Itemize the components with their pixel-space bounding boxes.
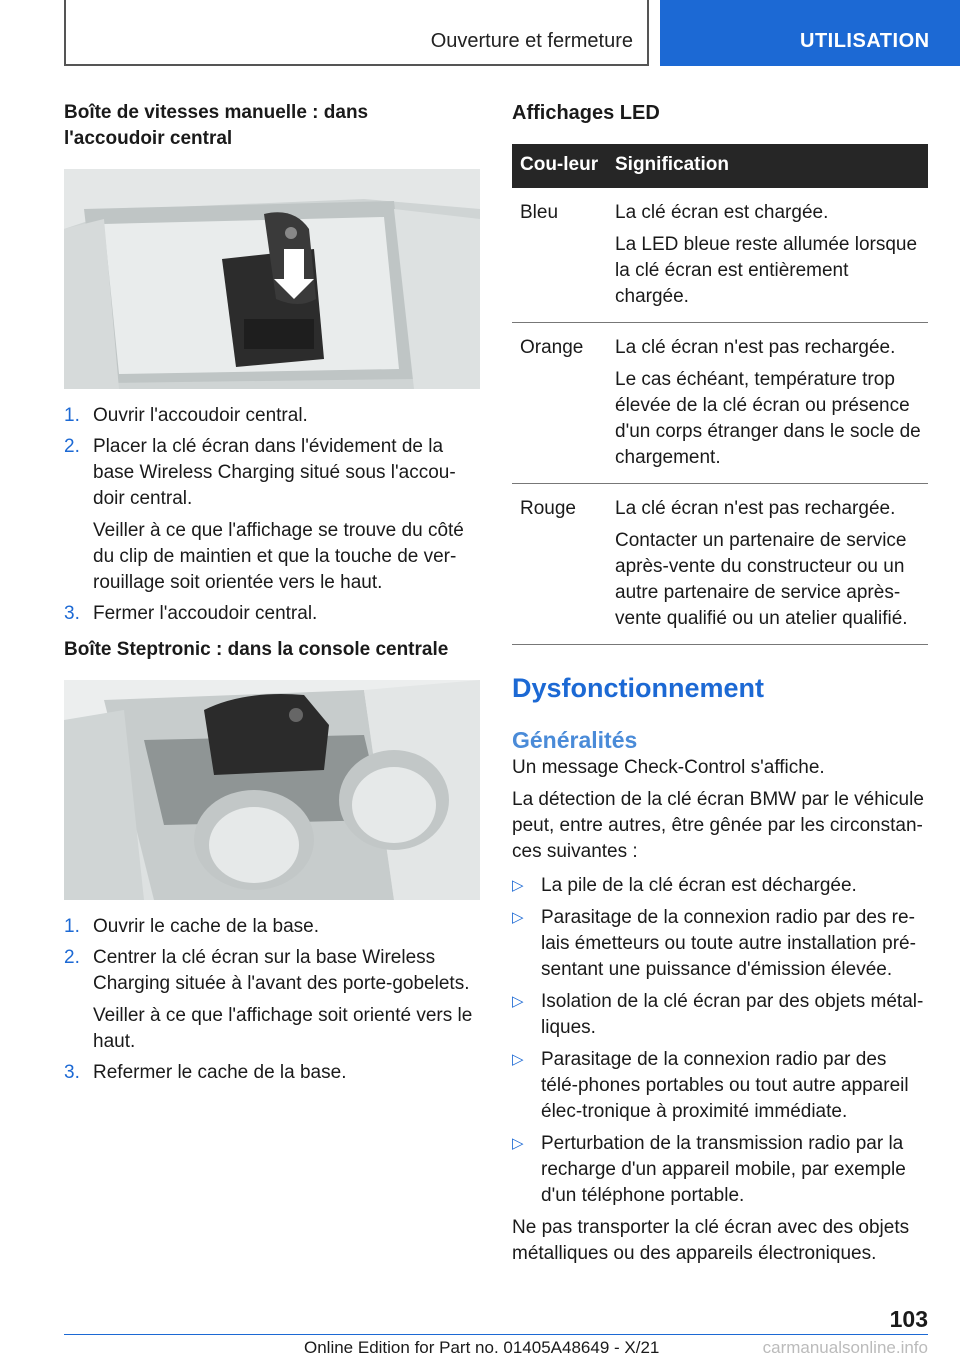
step-number: 2. [64, 947, 80, 968]
table-row [512, 484, 928, 645]
step-number: 1. [64, 916, 80, 937]
list-item [64, 601, 480, 627]
manual-gearbox-heading: Boîte de vitesses manuelle : dans l'accoudoir central [64, 102, 369, 149]
intro-text-1: Un message Check-Control s'affiche. [512, 757, 825, 778]
list-item [512, 873, 928, 899]
table-header-row [512, 144, 928, 188]
column-header-meaning: Signification [607, 144, 928, 188]
led-color: Bleu [512, 188, 607, 323]
step-text: Ouvrir l'accoudoir central. [93, 405, 308, 426]
console-charging-image [64, 680, 480, 900]
malfunction-heading: Dysfonctionnement [512, 673, 765, 703]
list-item [512, 905, 928, 983]
closing-text: Ne pas transporter la clé écran avec des objets métalliques ou des appareils électroniques. [512, 1217, 910, 1264]
footer-divider [64, 1334, 928, 1335]
general-heading: Généralités [512, 727, 638, 753]
step-text: Centrer la clé écran sur la base Wireless Charging située à l'avant des porte-gobelets. [93, 947, 470, 994]
edition-text: Online Edition for Part no. 01405A48649 - X/21 [304, 1338, 660, 1357]
armrest-illustration [64, 169, 480, 389]
triangle-bullet-icon: ▷ [512, 1051, 524, 1068]
cause-text: La pile de la clé écran est déchargée. [541, 875, 857, 896]
list-item [64, 403, 480, 429]
armrest-charging-image [64, 169, 480, 389]
section-title-box [64, 0, 649, 66]
page-header [0, 0, 960, 66]
causes-list [512, 873, 928, 1209]
steptronic-heading: Boîte Steptronic : dans la console centrale [64, 639, 449, 660]
led-meaning [607, 484, 928, 645]
step-text: Fermer l'accoudoir central. [93, 603, 318, 624]
step-text: Ouvrir le cache de la base. [93, 916, 320, 937]
triangle-bullet-icon: ▷ [512, 993, 524, 1010]
step-note: Veiller à ce que l'affichage se trouve du côté du clip de maintien et que la touche de ver-rouillage soit orientée vers le haut. [93, 520, 464, 593]
step-number: 1. [64, 405, 80, 426]
chapter-tab[interactable] [660, 0, 960, 66]
triangle-bullet-icon: ▷ [512, 909, 524, 926]
list-item [64, 1060, 480, 1086]
chapter-tab-label: UTILISATION [800, 30, 930, 52]
list-item [64, 914, 480, 940]
page-number: 103 [889, 1306, 928, 1332]
triangle-bullet-icon: ▷ [512, 1135, 524, 1152]
cause-text: Isolation de la clé écran par des objets métal-liques. [541, 991, 924, 1038]
intro-text-2: La détection de la clé écran BMW par le véhicule peut, entre autres, être gênée par les circonstan-ces suivantes : [512, 789, 924, 862]
table-row [512, 188, 928, 323]
step-text: Placer la clé écran dans l'évidement de la base Wireless Charging situé sous l'accou-doir central. [93, 436, 456, 509]
cause-text: Parasitage de la connexion radio par des télé-phones portables ou tout autre appareil élec-tronique à proximité immédiate. [541, 1049, 909, 1122]
step-note: Veiller à ce que l'affichage soit orienté vers le haut. [93, 1005, 473, 1052]
section-title: Ouverture et fermeture [430, 30, 633, 52]
led-table [512, 144, 928, 645]
triangle-bullet-icon: ▷ [512, 877, 524, 894]
cause-text: Perturbation de la transmission radio par la recharge d'un appareil mobile, par exemple d'un téléphone portable. [541, 1133, 906, 1206]
right-column [512, 100, 928, 1267]
watermark: carmanualsonline.info [762, 1338, 928, 1357]
column-header-color: Cou-leur [512, 144, 607, 188]
led-heading: Affichages LED [512, 102, 660, 124]
list-item [512, 989, 928, 1041]
led-meaning-text: La clé écran n'est pas rechargée. [615, 498, 896, 519]
led-meaning-text: La clé écran n'est pas rechargée. [615, 337, 896, 358]
list-item [512, 1131, 928, 1209]
led-detail: La LED bleue reste allumée lorsque la clé écran est entièrement chargée. [615, 234, 918, 307]
left-column [64, 100, 480, 1091]
page-footer [64, 1296, 928, 1362]
led-meaning [607, 323, 928, 484]
led-detail: Contacter un partenaire de service après-vente du constructeur ou un autre partenaire de service après-vente qualifié ou un atelier qualifié. [615, 530, 908, 629]
led-detail: Le cas échéant, température trop élevée de la clé écran ou présence d'un corps étranger dans le socle de chargement. [615, 369, 921, 468]
step-number: 3. [64, 1062, 80, 1083]
step-number: 3. [64, 603, 80, 624]
list-item [64, 434, 480, 596]
led-color: Rouge [512, 484, 607, 645]
led-color: Orange [512, 323, 607, 484]
list-item [512, 1047, 928, 1125]
step-text: Refermer le cache de la base. [93, 1062, 347, 1083]
led-meaning [607, 188, 928, 323]
led-meaning-text: La clé écran est chargée. [615, 202, 829, 223]
manual-gearbox-steps [64, 403, 480, 627]
step-number: 2. [64, 436, 80, 457]
table-row [512, 323, 928, 484]
cause-text: Parasitage de la connexion radio par des re-lais émetteurs ou toute autre installation pré-sentant une puissance d'émission élevée. [541, 907, 916, 980]
list-item [64, 945, 480, 1055]
console-illustration [64, 680, 480, 900]
steptronic-steps [64, 914, 480, 1086]
